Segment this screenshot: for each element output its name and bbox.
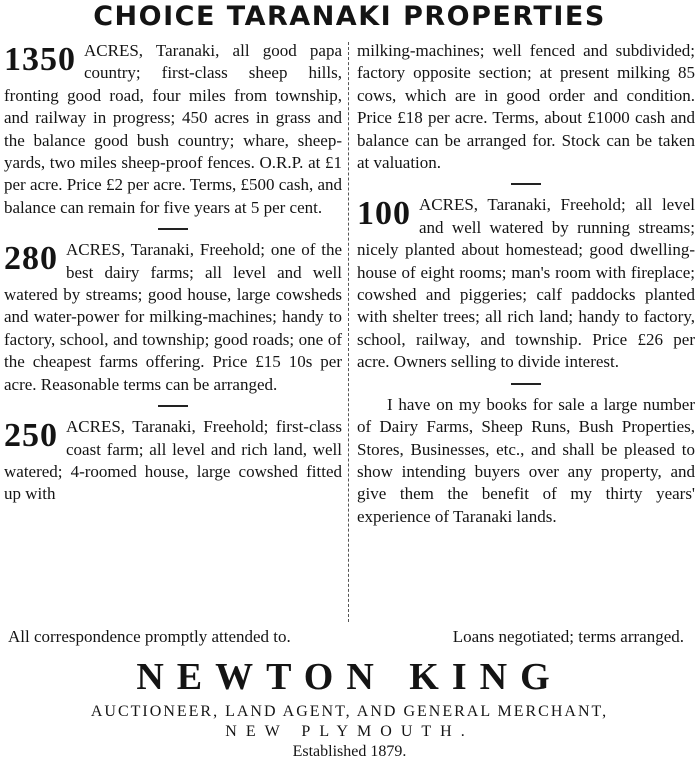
footer-notice-line	[8, 626, 692, 648]
listing-text: ACRES, Taranaki, Freehold; one of the best dairy farms; all level and well watered by streams; good house, large cowsheds and water-power for milking-machines; handy to factory, school, and township; good roads; one of the cheapest farms offering. Price £15 10s per acre. Reasonable terms can be arranged.	[4, 240, 342, 394]
correspondence-notice: All correspondence promptly attended to.	[8, 627, 291, 646]
listing-280-acres	[4, 239, 342, 396]
divider-rule	[158, 405, 188, 407]
agent-notice: I have on my books for sale a large number of Dairy Farms, Sheep Runs, Bush Properties, Stores, Businesses, etc., and shall be pleased to show intending buyers over any property, and give them the benefit of my thirty years' experience of Taranaki lands.	[357, 394, 695, 526]
loans-notice: Loans negotiated; terms arranged.	[452, 627, 684, 646]
divider-rule	[511, 183, 541, 185]
page-title: CHOICE TARANAKI PROPERTIES	[93, 1, 606, 32]
divider-rule	[158, 228, 188, 230]
listing-100-acres	[357, 194, 695, 373]
acreage-number: 1350	[4, 41, 76, 78]
acreage-number: 100	[357, 195, 411, 233]
agent-occupation: AUCTIONEER, LAND AGENT, AND GENERAL MERCHANT,	[90, 703, 609, 720]
acreage-number: 250	[4, 417, 58, 455]
listing-text: ACRES, Taranaki, all good papa country; first-class sheep hills, fronting good road, four miles from township, and railway in progress; 450 acres in grass and the balance good bush country; whare, sheep-yards, two miles sheep-proof fences. O.R.P. at £1 per acre. Price £2 per acre. Terms, £500 cash, and balance can remain for five years at 5 per cent.	[4, 41, 342, 217]
established-year: Established 1879.	[292, 743, 407, 760]
agent-name: NEWTON KING	[136, 656, 563, 698]
right-column	[357, 40, 695, 528]
agent-town: NEW PLYMOUTH.	[225, 723, 474, 740]
listing-1350-acres	[4, 40, 342, 219]
column-divider	[348, 42, 350, 622]
divider-rule	[511, 383, 541, 385]
listing-continuation: milking-machines; well fenced and subdivided; factory opposite section; at present milking 85 cows, which are in good order and condition. Price £18 per acre. Terms, about £1000 cash and balance can be arranged for. Stock can be taken at valuation.	[357, 41, 695, 173]
listing-text: ACRES, Taranaki, Freehold; first-class coast farm; all level and rich land, well watered; 4-roomed house, large cowshed fitted up with	[4, 417, 342, 504]
left-column	[4, 40, 342, 506]
listing-text: ACRES, Taranaki, Freehold; all level and well watered by running streams; nicely planted about homestead; good dwelling-house of eight rooms; man's room with fireplace; cowshed and piggeries; calf paddocks planted with shelter trees; all rich land; handy to factory, school, railway, and township. Price £26 per acre. Owners selling to divide interest.	[357, 195, 695, 372]
acreage-number: 280	[4, 240, 58, 278]
listing-250-acres	[4, 416, 342, 506]
